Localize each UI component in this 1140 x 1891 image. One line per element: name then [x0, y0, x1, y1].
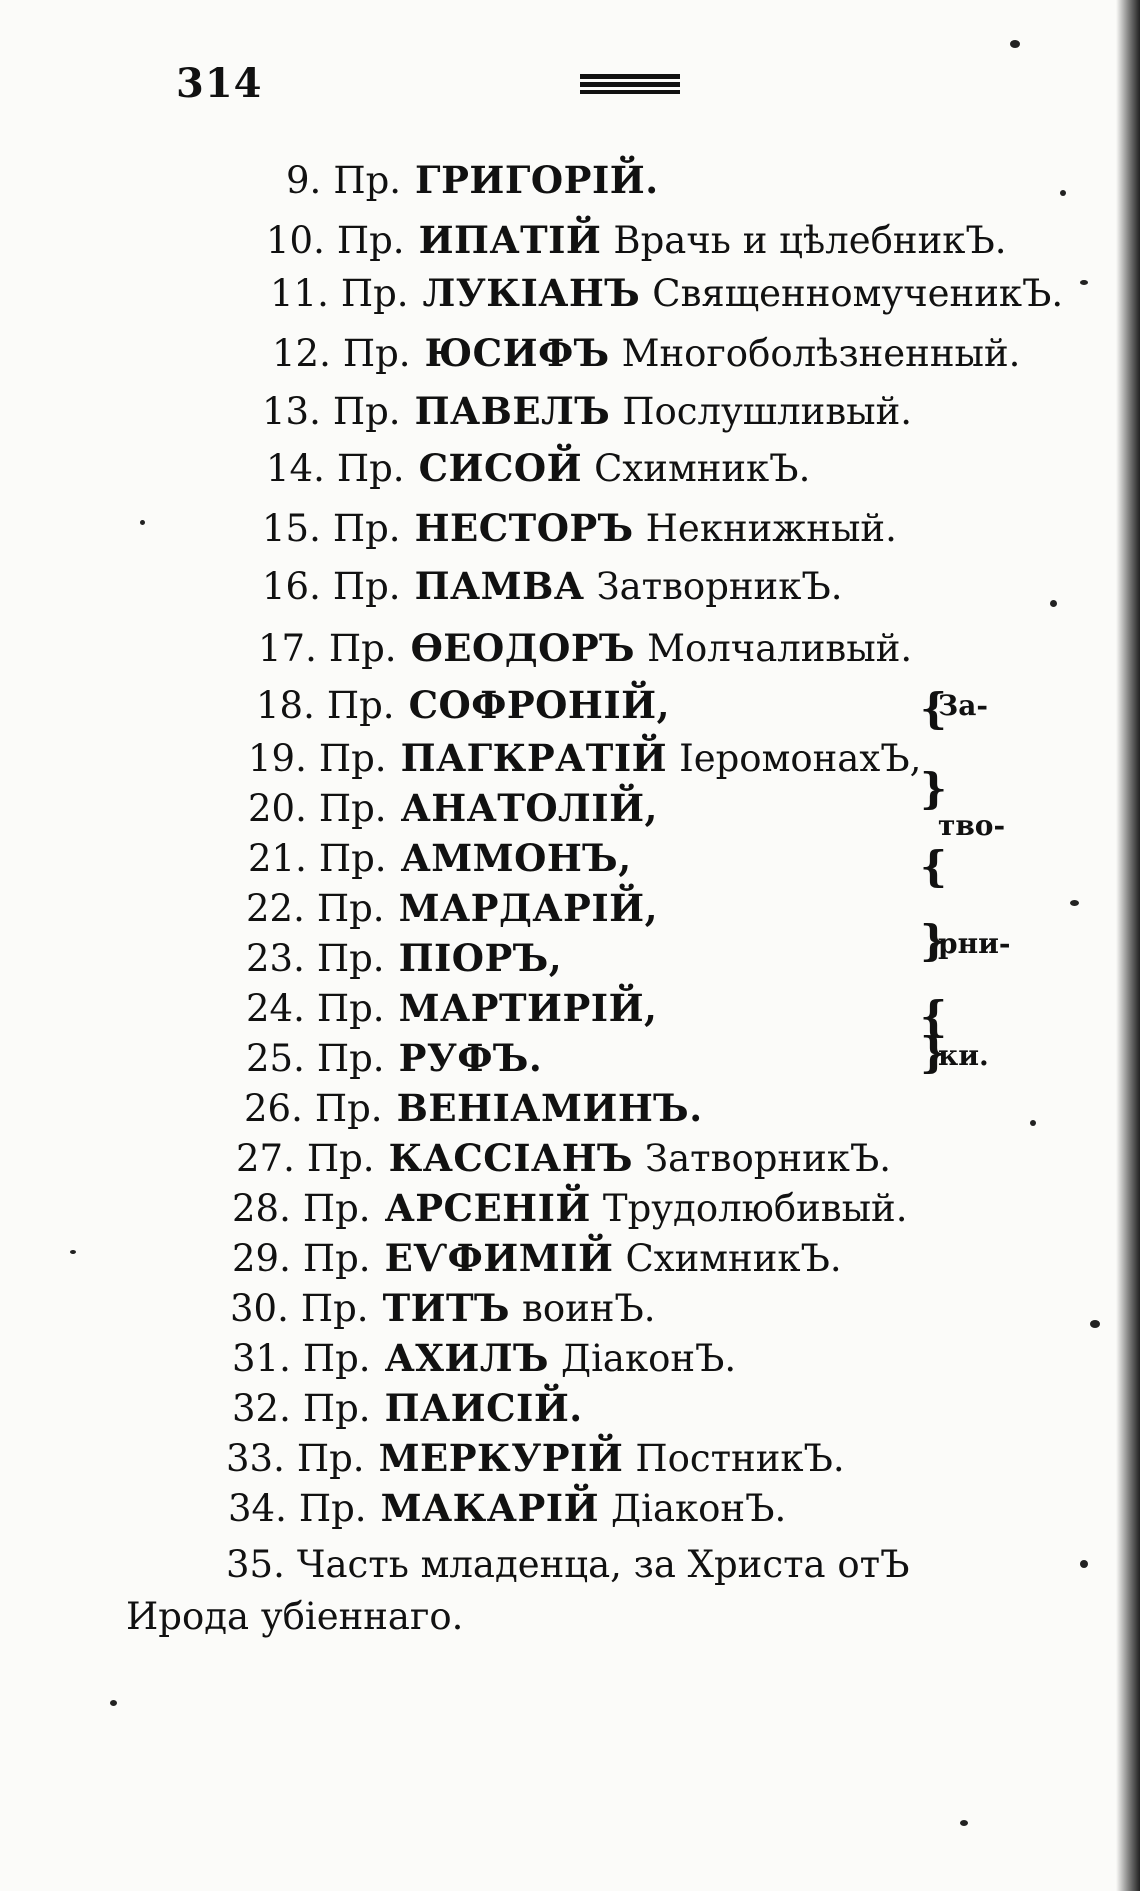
final-entry-line2 — [126, 1595, 464, 1638]
item-prefix: Пр. — [332, 390, 401, 433]
saint-epithet: Послушливый. — [622, 390, 913, 433]
saint-name: ВЕНІАМИНЪ. — [396, 1086, 703, 1130]
brace-mark: } — [920, 1028, 948, 1077]
list-item — [248, 736, 922, 780]
saint-name: СИСОЙ — [418, 446, 583, 490]
item-prefix: Пр. — [300, 1287, 369, 1330]
saint-name: ѲЕОДОРЪ — [410, 626, 636, 670]
item-number: 15. — [262, 507, 321, 550]
list-item — [272, 331, 1021, 375]
saint-epithet: воинЪ. — [521, 1287, 656, 1330]
item-prefix: Пр. — [318, 837, 387, 880]
list-item — [266, 218, 1007, 262]
saint-epithet: ДіаконЪ. — [611, 1487, 787, 1530]
saint-name: ЮСИФЪ — [424, 331, 610, 375]
saint-name: ТИТЪ — [382, 1286, 510, 1330]
saint-name: ГРИГОРІЙ. — [415, 158, 659, 202]
item-number: 22. — [246, 887, 305, 930]
list-item — [248, 836, 632, 880]
list-item — [232, 1386, 583, 1430]
item-number: 35. — [226, 1543, 285, 1586]
item-number: 21. — [248, 837, 307, 880]
print-speck — [1070, 900, 1079, 906]
list-item — [228, 1486, 787, 1530]
list-item — [232, 1186, 908, 1230]
saint-name: ПАГКРАТІЙ — [400, 736, 668, 780]
list-item — [232, 1236, 842, 1280]
print-speck — [1090, 1320, 1100, 1328]
item-prefix: Пр. — [328, 627, 397, 670]
saint-name: МАРДАРІЙ, — [398, 886, 658, 930]
side-note-part: ки. — [938, 1039, 989, 1072]
item-number: 11. — [270, 272, 329, 315]
list-item — [262, 506, 897, 550]
saint-epithet: ЗатворникЪ. — [596, 565, 843, 608]
item-prefix: Пр. — [316, 937, 385, 980]
item-prefix: Пр. — [316, 987, 385, 1030]
item-prefix: Пр. — [342, 332, 411, 375]
item-number: 19. — [248, 737, 307, 780]
saint-epithet: ІеромонахЪ, — [679, 737, 922, 780]
item-number: 20. — [248, 787, 307, 830]
page-edge-shadow — [1116, 0, 1140, 1891]
item-number: 31. — [232, 1337, 291, 1380]
final-entry-text-continued: Ирода убіеннаго. — [126, 1595, 464, 1638]
saint-epithet: Многоболѣзненный. — [621, 332, 1021, 375]
brace-mark: { — [920, 842, 948, 891]
side-note-part: За- — [938, 689, 988, 722]
saint-epithet: ПостникЪ. — [635, 1437, 845, 1480]
saint-name: МАКАРІЙ — [380, 1486, 600, 1530]
list-item — [262, 389, 913, 433]
print-speck — [110, 1700, 117, 1706]
item-number: 25. — [246, 1037, 305, 1080]
saint-epithet: СхимникЪ. — [625, 1237, 842, 1280]
list-item — [246, 936, 563, 980]
side-note-part: тво- — [938, 809, 1006, 842]
brace-mark: { — [920, 992, 948, 1041]
item-number: 14. — [266, 447, 325, 490]
item-number: 24. — [246, 987, 305, 1030]
brace-mark: } — [920, 764, 948, 813]
item-prefix: Пр. — [316, 1037, 385, 1080]
print-speck — [1080, 1560, 1088, 1568]
saint-name: РУФЪ. — [398, 1036, 543, 1080]
item-number: 13. — [262, 390, 321, 433]
saint-epithet: Молчаливый. — [647, 627, 913, 670]
saint-name: ЛУКІАНЪ — [422, 271, 641, 315]
print-speck — [1010, 40, 1020, 48]
saint-name: ПІОРЪ, — [398, 936, 563, 980]
side-note-part: рни- — [938, 927, 1011, 960]
saint-name: АММОНЪ, — [400, 836, 632, 880]
print-speck — [1080, 280, 1088, 285]
final-entry-text: Часть младенца, за Христа отЪ — [296, 1543, 910, 1586]
print-speck — [140, 520, 145, 525]
page-number: 314 — [176, 60, 263, 107]
item-number: 23. — [246, 937, 305, 980]
list-item — [266, 446, 811, 490]
item-prefix: Пр. — [326, 684, 395, 727]
print-speck — [960, 1820, 968, 1826]
item-prefix: Пр. — [302, 1237, 371, 1280]
item-number: 34. — [228, 1487, 287, 1530]
item-prefix: Пр. — [336, 447, 405, 490]
header-ornament — [580, 74, 680, 96]
item-prefix: Пр. — [302, 1337, 371, 1380]
item-prefix: Пр. — [318, 737, 387, 780]
item-prefix: Пр. — [318, 787, 387, 830]
item-prefix: Пр. — [314, 1087, 383, 1130]
brace-mark: { — [920, 684, 948, 733]
list-item — [246, 886, 658, 930]
list-item — [232, 1336, 737, 1380]
saint-epithet: СхимникЪ. — [594, 447, 811, 490]
saint-name: ИПАТІЙ — [418, 218, 602, 262]
item-number: 17. — [258, 627, 317, 670]
list-item — [262, 564, 843, 608]
list-item — [226, 1436, 845, 1480]
item-number: 28. — [232, 1187, 291, 1230]
print-speck — [1060, 190, 1066, 196]
saint-epithet: Некнижный. — [645, 507, 897, 550]
saint-name: ЕѴФИМІЙ — [384, 1236, 614, 1280]
list-item — [244, 1086, 703, 1130]
item-prefix: Пр. — [316, 887, 385, 930]
item-prefix: Пр. — [302, 1387, 371, 1430]
item-number: 9. — [286, 159, 322, 202]
list-item — [246, 1036, 543, 1080]
list-item — [286, 158, 659, 202]
list-item — [258, 626, 913, 670]
saint-name: ПАИСІЙ. — [384, 1386, 583, 1430]
item-prefix: Пр. — [296, 1437, 365, 1480]
saint-epithet: ЗатворникЪ. — [645, 1137, 892, 1180]
item-number: 16. — [262, 565, 321, 608]
saint-name: АХИЛЪ — [384, 1336, 549, 1380]
saint-name: МАРТИРІЙ, — [398, 986, 658, 1030]
item-prefix: Пр. — [340, 272, 409, 315]
item-number: 27. — [236, 1137, 295, 1180]
list-item — [230, 1286, 656, 1330]
item-number: 10. — [266, 219, 325, 262]
item-prefix: Пр. — [332, 565, 401, 608]
print-speck — [70, 1250, 76, 1254]
item-number: 33. — [226, 1437, 285, 1480]
saint-name: НЕСТОРЪ — [414, 506, 634, 550]
item-prefix: Пр. — [306, 1137, 375, 1180]
item-prefix: Пр. — [336, 219, 405, 262]
item-prefix: Пр. — [298, 1487, 367, 1530]
item-number: 12. — [272, 332, 331, 375]
item-number: 32. — [232, 1387, 291, 1430]
list-item — [256, 683, 671, 727]
brace-mark: } — [920, 916, 948, 965]
item-number: 18. — [256, 684, 315, 727]
saint-name: КАССІАНЪ — [388, 1136, 634, 1180]
saint-name: МЕРКУРІЙ — [378, 1436, 624, 1480]
item-prefix: Пр. — [332, 507, 401, 550]
item-number: 26. — [244, 1087, 303, 1130]
saint-epithet: ДіаконЪ. — [560, 1337, 737, 1380]
item-number: 29. — [232, 1237, 291, 1280]
print-speck — [1030, 1120, 1036, 1126]
saint-name: АНАТОЛІЙ, — [400, 786, 658, 830]
list-item — [246, 986, 658, 1030]
item-prefix: Пр. — [302, 1187, 371, 1230]
item-number: 30. — [230, 1287, 289, 1330]
saint-epithet: СвященномученикЪ. — [652, 272, 1064, 315]
saint-epithet: Трудолюбивый. — [602, 1187, 908, 1230]
saint-name: ПАМВА — [414, 564, 585, 608]
saint-name: АРСЕНІЙ — [384, 1186, 591, 1230]
list-item — [236, 1136, 892, 1180]
item-prefix: Пр. — [333, 159, 402, 202]
print-speck — [1050, 600, 1057, 607]
saint-epithet: Врачь и цѣлебникЪ. — [613, 219, 1007, 262]
list-item — [248, 786, 658, 830]
final-entry-line1 — [226, 1543, 910, 1586]
list-item — [270, 271, 1064, 315]
saint-name: ПАВЕЛЪ — [414, 389, 611, 433]
saint-name: СОФРОНІЙ, — [408, 683, 671, 727]
